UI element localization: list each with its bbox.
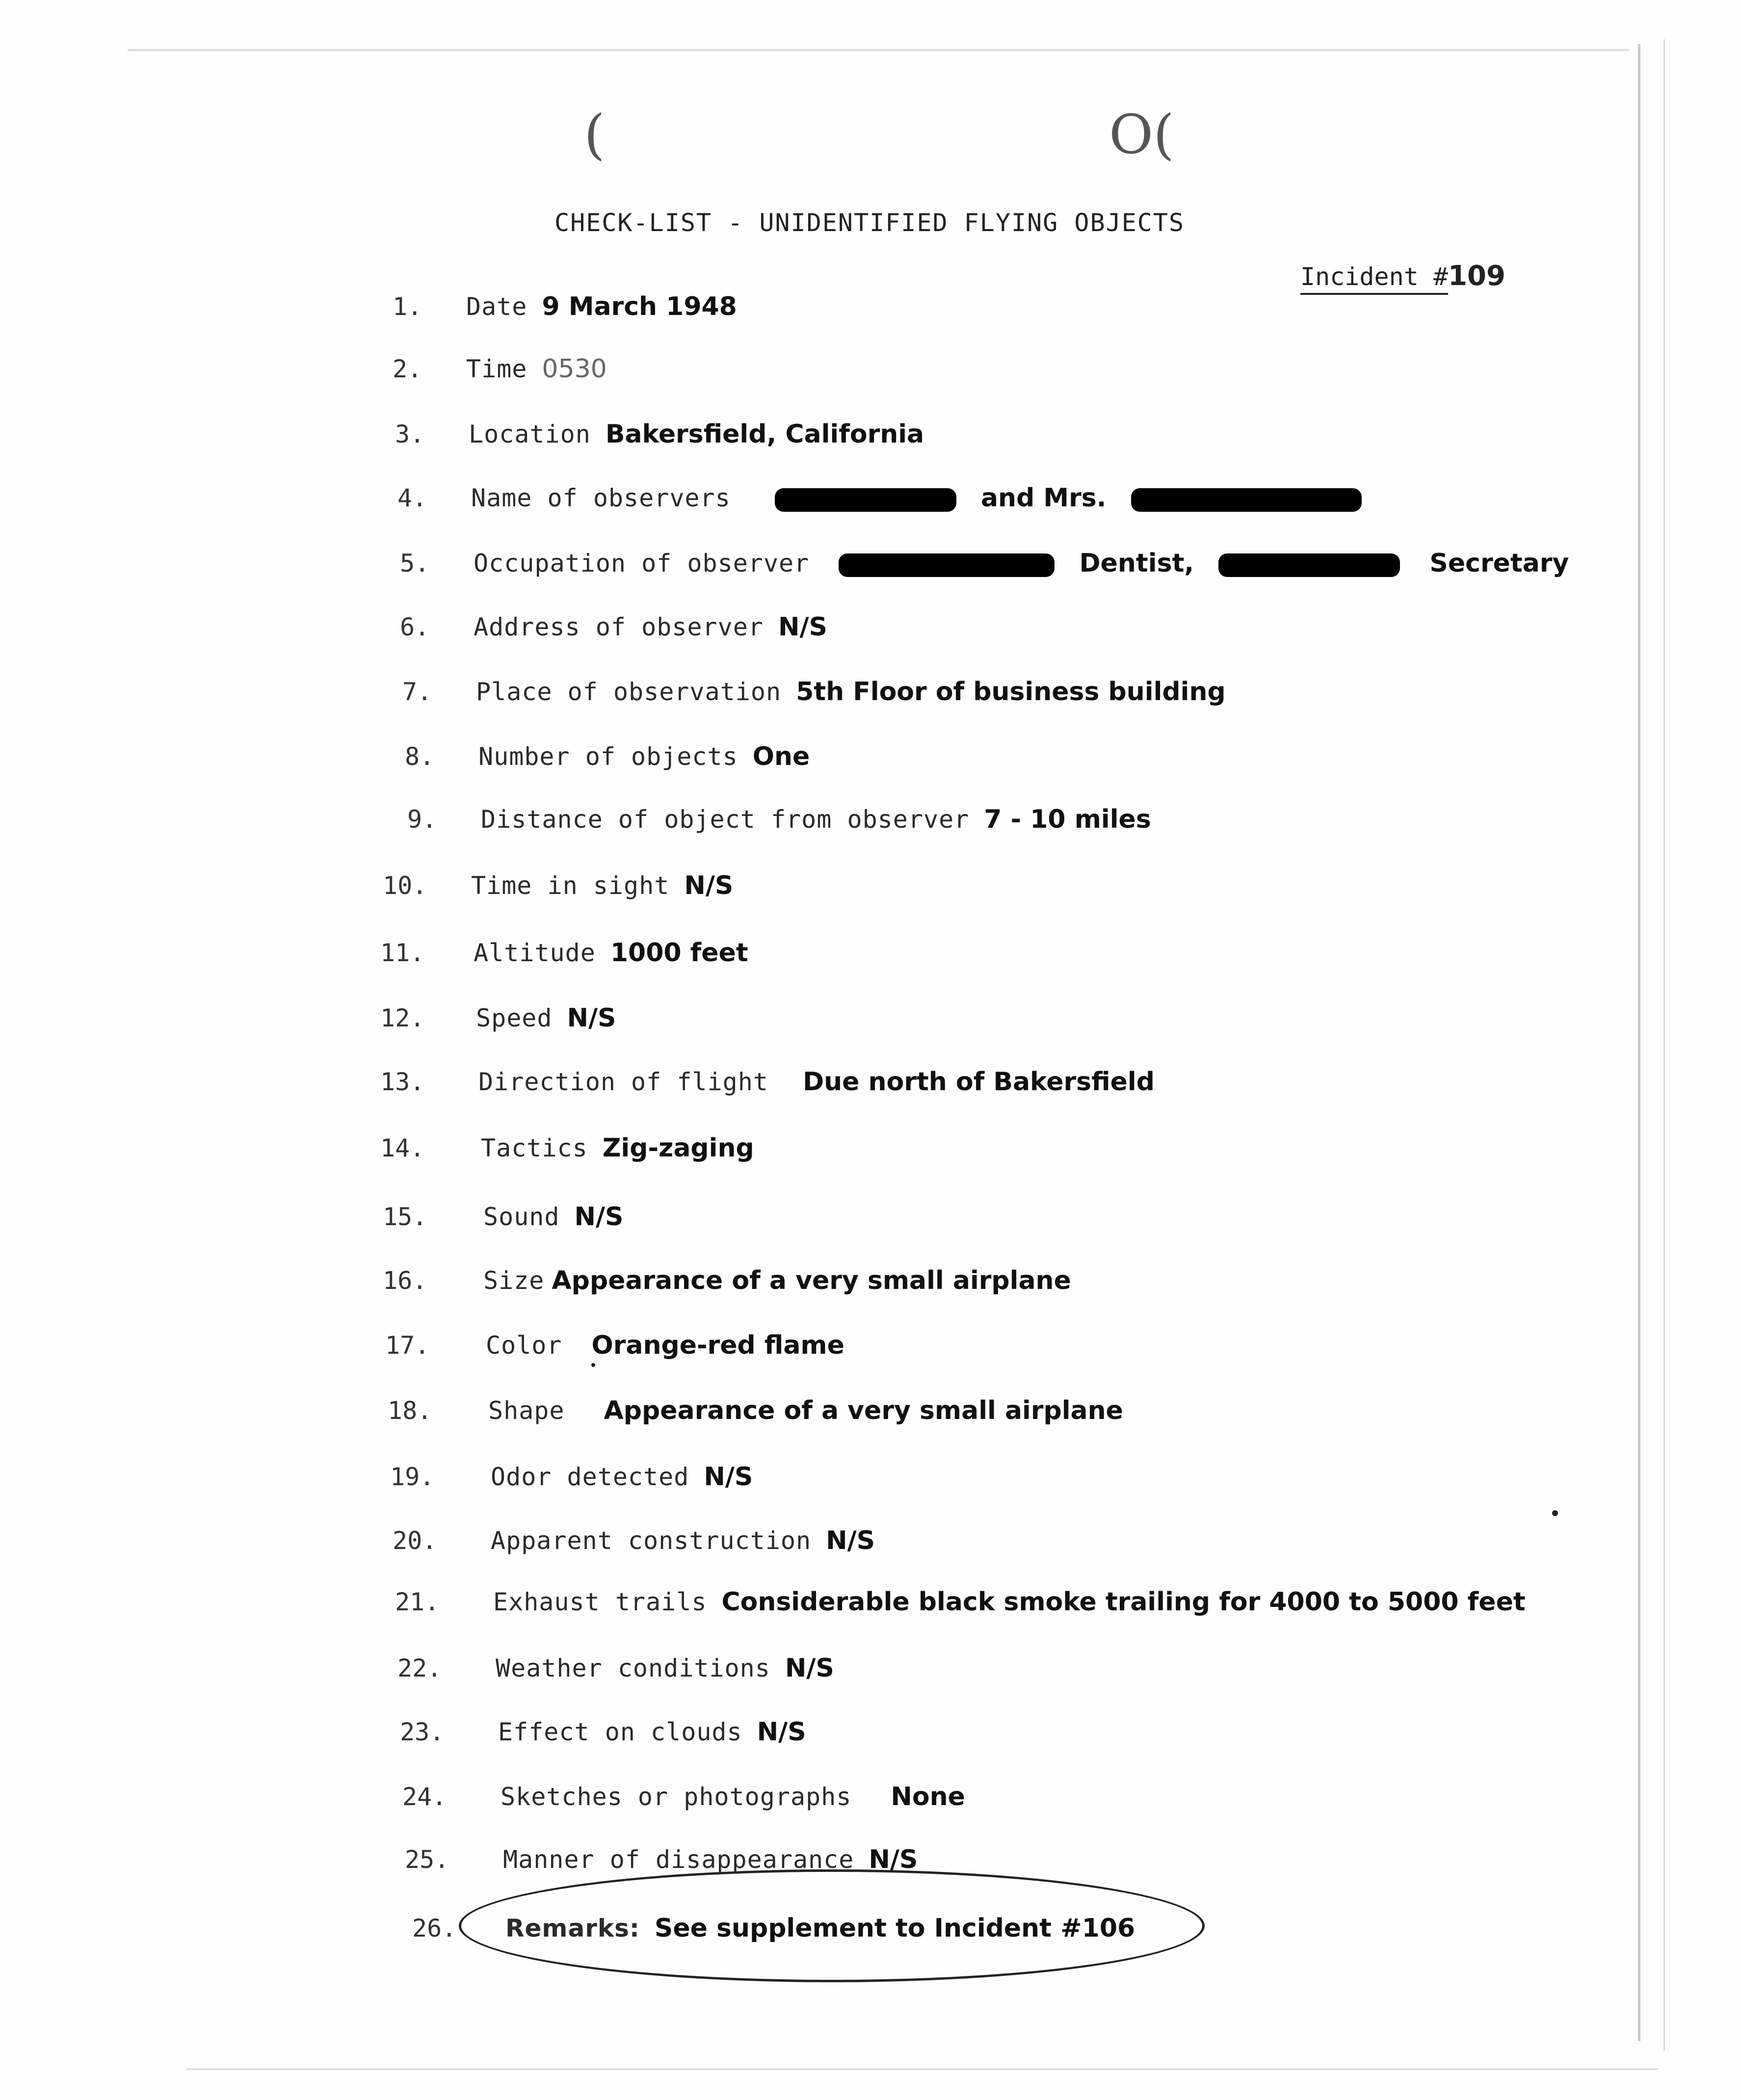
- page-edge-right: [1638, 44, 1640, 2041]
- checklist-item-time: [393, 354, 607, 384]
- item-value: Appearance of a very small airplane: [552, 1266, 1071, 1295]
- item-number: 10.: [383, 871, 427, 900]
- item-number: 16.: [383, 1266, 427, 1295]
- item-value: 9 March 1948: [542, 292, 737, 321]
- item-value: Due north of Bakersfield: [802, 1067, 1155, 1097]
- item-number: 5.: [400, 549, 430, 578]
- checklist-item-location: [395, 420, 924, 449]
- item-number: 26.: [412, 1914, 457, 1942]
- item-label: Time in sight: [471, 871, 670, 900]
- item-number: 21.: [395, 1588, 440, 1616]
- item-label: Weather conditions: [496, 1654, 770, 1682]
- item-value: N/S: [574, 1202, 624, 1232]
- item-label: Place of observation: [476, 678, 782, 706]
- page-edge-right-outer: [1663, 39, 1665, 2051]
- item-value: N/S: [778, 612, 827, 642]
- item-number: 20.: [393, 1526, 437, 1555]
- checklist-item-construction: [393, 1526, 875, 1555]
- item-number: 12.: [380, 1004, 425, 1032]
- item-number: 23.: [400, 1718, 445, 1746]
- item-label: Direction of flight: [478, 1068, 768, 1096]
- checklist-item-speed: [380, 1003, 616, 1033]
- item-label: Shape: [488, 1396, 565, 1425]
- item-value: 5th Floor of business building: [796, 677, 1226, 707]
- item-value: Bakersfield, California: [605, 420, 924, 449]
- item-value: See supplement to Incident #106: [654, 1914, 1135, 1943]
- item-label: Manner of disappearance: [503, 1845, 854, 1874]
- item-value: N/S: [704, 1462, 753, 1492]
- item-label: Speed: [476, 1004, 553, 1032]
- checklist-item-observer-names: [397, 483, 1362, 513]
- item-number: 9.: [407, 805, 437, 834]
- incident-value: 109: [1448, 260, 1505, 292]
- checklist-item-date: [393, 292, 737, 321]
- checklist-item-weather: [397, 1654, 834, 1683]
- item-value: N/S: [567, 1003, 616, 1033]
- item-value: One: [752, 742, 810, 771]
- item-label: Distance of object from observer: [481, 805, 970, 834]
- ink-speck: [591, 1363, 595, 1367]
- item-number: 22.: [397, 1654, 442, 1682]
- item-label: Apparent construction: [491, 1526, 812, 1555]
- item-value: Considerable black smoke trailing for 4000 to 5000 feet: [721, 1587, 1526, 1617]
- item-number: 13.: [380, 1068, 425, 1096]
- checklist-item-color: [385, 1331, 844, 1360]
- item-label: Color: [486, 1331, 562, 1360]
- item-value: 1000 feet: [610, 938, 748, 968]
- item-label: Altitude: [474, 939, 596, 967]
- item-label: Location: [469, 420, 591, 448]
- incident-label: Incident #: [1300, 262, 1448, 295]
- item-number: 18.: [388, 1396, 432, 1425]
- item-value: Orange-red flame: [591, 1331, 844, 1360]
- item-label: Date: [466, 292, 528, 321]
- redaction-bar: [1131, 488, 1362, 512]
- item-label: Sketches or photographs: [501, 1783, 852, 1811]
- item-number: 24.: [402, 1783, 447, 1811]
- checklist-item-shape: [388, 1396, 1123, 1425]
- checklist-item-sound: [383, 1202, 623, 1232]
- item-value: N/S: [826, 1526, 875, 1555]
- item-label: Number of objects: [478, 742, 738, 771]
- page-edge-top: [128, 49, 1629, 51]
- page-edge-bottom: [186, 2068, 1659, 2070]
- item-value: None: [891, 1782, 965, 1811]
- item-number: 2.: [393, 355, 422, 383]
- item-number: 15.: [383, 1203, 427, 1231]
- item-number: 1.: [393, 292, 422, 321]
- item-label: Effect on clouds: [498, 1718, 742, 1746]
- item-number: 3.: [395, 420, 425, 448]
- checklist-item-exhaust-trails: [395, 1587, 1526, 1617]
- checklist-item-altitude: [380, 938, 748, 968]
- checklist-item-distance: [407, 805, 1151, 834]
- checklist-item-tactics: [380, 1133, 754, 1163]
- item-value: Appearance of a very small airplane: [604, 1396, 1123, 1425]
- item-number: 7.: [402, 678, 432, 706]
- item-label: Remarks:: [505, 1914, 640, 1942]
- handwritten-mark-right: O(: [1109, 103, 1175, 166]
- checklist-item-occupation: [400, 549, 1569, 578]
- item-number: 14.: [380, 1134, 425, 1162]
- item-value: N/S: [869, 1845, 918, 1874]
- item-label: Tactics: [481, 1134, 588, 1162]
- item-number: 25.: [405, 1845, 449, 1874]
- item-label: Exhaust trails: [493, 1588, 707, 1616]
- item-label: Time: [466, 355, 528, 383]
- item-value: and Mrs.: [980, 483, 1107, 513]
- document-title: CHECK-LIST - UNIDENTIFIED FLYING OBJECTS: [554, 209, 1185, 237]
- checklist-item-odor: [390, 1462, 753, 1492]
- incident-number: [1300, 260, 1505, 292]
- item-label: Size: [483, 1266, 545, 1295]
- checklist-item-address: [400, 612, 827, 642]
- item-label: Name of observers: [471, 484, 731, 512]
- item-number: 17.: [385, 1331, 430, 1360]
- item-value: N/S: [757, 1717, 806, 1747]
- redaction-bar: [775, 488, 956, 512]
- checklist-item-number-of-objects: [405, 742, 810, 771]
- item-label: Odor detected: [491, 1463, 689, 1491]
- handwritten-mark-left: (: [584, 103, 605, 166]
- checklist-item-sketches: [402, 1782, 965, 1811]
- checklist-item-place: [402, 677, 1226, 707]
- ink-speck: [1552, 1510, 1558, 1516]
- item-number: 19.: [390, 1463, 435, 1491]
- item-label: Sound: [483, 1203, 560, 1231]
- item-label: Address of observer: [474, 613, 764, 641]
- item-value: Dentist,: [1079, 549, 1194, 578]
- item-number: 4.: [397, 484, 427, 512]
- item-value: 0530: [542, 354, 607, 384]
- item-number: 8.: [405, 742, 435, 771]
- checklist-item-remarks: [412, 1914, 1135, 1943]
- redaction-bar: [839, 553, 1055, 577]
- item-value-secondary: Secretary: [1429, 549, 1569, 578]
- redaction-bar: [1218, 553, 1400, 577]
- checklist-item-time-in-sight: [383, 871, 733, 900]
- item-value: N/S: [785, 1654, 834, 1683]
- item-number: 6.: [400, 613, 430, 641]
- item-number: 11.: [380, 939, 425, 967]
- item-label: Occupation of observer: [474, 549, 810, 578]
- checklist-item-size: [383, 1266, 1071, 1295]
- checklist-item-effect-on-clouds: [400, 1717, 806, 1747]
- checklist-item-direction: [380, 1067, 1155, 1097]
- item-value: 7 - 10 miles: [984, 805, 1151, 834]
- item-value: Zig-zaging: [602, 1133, 754, 1163]
- item-value: N/S: [684, 871, 734, 900]
